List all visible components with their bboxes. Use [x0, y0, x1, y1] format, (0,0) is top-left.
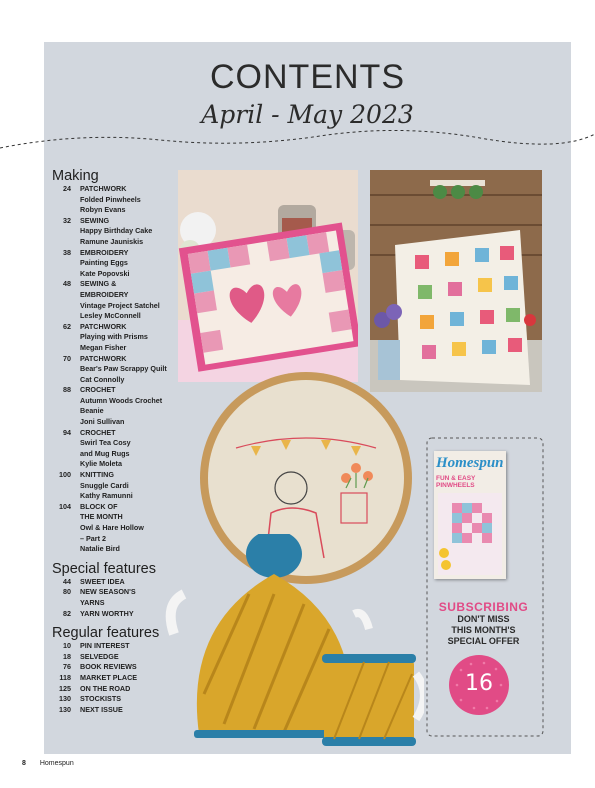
- toc-entry[interactable]: [52, 652, 182, 663]
- subscribe-heading: SUBSCRIBING: [438, 600, 529, 614]
- toc-page-number: 10: [63, 641, 71, 651]
- magazine-tagline: FUN & EASY PINWHEELS: [436, 475, 476, 489]
- toc-entry-line: Ramune Jauniskis: [80, 236, 144, 246]
- toc-entry[interactable]: [52, 184, 182, 216]
- toc-entry[interactable]: [52, 705, 182, 716]
- toc-entry-line: Cat Connolly: [80, 374, 125, 384]
- toc-entry-line: Robyn Evans: [80, 205, 126, 215]
- toc-entry[interactable]: [52, 684, 182, 695]
- toc-entry-line: Joni Sullivan: [80, 417, 125, 427]
- subscribe-page-number: 16: [465, 671, 493, 696]
- toc-page-number: 94: [63, 427, 71, 437]
- toc-entry-line: – Part 2: [80, 533, 106, 543]
- toc-category: SELVEDGE: [80, 651, 119, 661]
- toc-page-number: 18: [63, 651, 71, 661]
- toc-entry-line: Bear's Paw Scrappy Quilt: [80, 364, 167, 374]
- toc-category: SEWING: [80, 215, 110, 225]
- toc-category: BOOK REVIEWS: [80, 662, 137, 672]
- toc-category: MARKET PLACE: [80, 672, 138, 682]
- magazine-cover[interactable]: [434, 451, 506, 579]
- toc-page-number: 130: [59, 694, 71, 704]
- toc-entry-line: Lesley McConnell: [80, 311, 141, 321]
- toc-page-number: 24: [63, 184, 71, 193]
- toc-category: STOCKISTS: [80, 694, 122, 704]
- toc-entry-line: Kylie Moleta: [80, 459, 122, 469]
- toc-page-number: 44: [63, 576, 71, 586]
- toc-page-number: 62: [63, 321, 71, 331]
- toc-page-number: 104: [59, 501, 71, 511]
- toc-page-number: 100: [59, 470, 71, 480]
- magazine-cover-art: [438, 493, 502, 575]
- toc-category: YARN WORTHY: [80, 608, 134, 618]
- subscribe-line-2: THIS MONTH'S: [451, 625, 516, 635]
- section-title: Making: [52, 168, 99, 184]
- toc-entry-line: Snuggle Cardi: [80, 480, 129, 490]
- toc-page-number: 82: [63, 608, 71, 618]
- section-title: Special features: [52, 560, 156, 577]
- toc-entry[interactable]: [52, 470, 182, 502]
- toc-entry-line: Megan Fisher: [80, 342, 127, 352]
- quilt-chair-photo: [370, 170, 542, 392]
- toc-page-number: 32: [63, 215, 71, 225]
- subscribe-page-badge[interactable]: [449, 655, 509, 715]
- toc-category: NEW SEASON'S: [80, 587, 136, 597]
- footer-magazine-name: Homespun: [39, 760, 74, 767]
- toc-page-number: 76: [63, 662, 71, 672]
- toc-category: PIN INTEREST: [80, 641, 130, 651]
- footer-page-number: 8: [22, 760, 26, 767]
- toc-entry[interactable]: [52, 577, 182, 588]
- toc-entry[interactable]: [52, 385, 182, 427]
- toc-entry[interactable]: [52, 502, 182, 555]
- toc-entry[interactable]: [52, 248, 182, 280]
- toc-entry[interactable]: [52, 673, 182, 684]
- toc-entry[interactable]: [52, 428, 182, 470]
- toc-entry-line: Vintage Project Satchel: [80, 300, 160, 310]
- toc-page-number: 125: [59, 683, 71, 693]
- toc-entry[interactable]: [52, 662, 182, 673]
- toc-entry-line: Autumn Woods Crochet: [80, 395, 163, 405]
- toc-entry[interactable]: [52, 354, 182, 386]
- toc-entry-line: Playing with Prisms: [80, 332, 148, 342]
- tea-cosy-photo: [164, 534, 424, 748]
- toc-entry-line: Natalie Bird: [80, 544, 120, 554]
- toc-category: PATCHWORK: [80, 321, 127, 331]
- issue-date: April - May 2023: [201, 100, 414, 129]
- toc-category: CROCHET: [80, 385, 116, 395]
- toc-entry[interactable]: [52, 694, 182, 705]
- toc-page-number: 70: [63, 353, 71, 363]
- toc-category: KNITTING: [80, 470, 114, 480]
- toc-entry-line: Swirl Tea Cosy: [80, 438, 131, 448]
- toc-page-number: 130: [59, 704, 71, 714]
- toc-entry[interactable]: [52, 641, 182, 652]
- toc-entry-line: EMBROIDERY: [80, 289, 129, 299]
- toc-entry-line: YARNS: [80, 597, 105, 607]
- table-of-contents: [52, 168, 182, 715]
- quilted-bag-photo: [178, 170, 358, 382]
- toc-entry[interactable]: [52, 609, 182, 620]
- toc-page-number: 88: [63, 385, 71, 395]
- toc-category: EMBROIDERY: [80, 247, 129, 257]
- subscribe-line-3: SPECIAL OFFER: [447, 636, 520, 646]
- toc-page-number: 118: [59, 672, 71, 682]
- toc-category: NEXT ISSUE: [80, 704, 123, 714]
- toc-entry[interactable]: [52, 216, 182, 248]
- toc-category: CROCHET: [80, 427, 116, 437]
- toc-entry-line: Beanie: [80, 406, 104, 416]
- page-title: CONTENTS: [210, 58, 405, 96]
- section-title: Regular features: [52, 625, 160, 642]
- toc-entry[interactable]: [52, 322, 182, 354]
- toc-entry-line: Happy Birthday Cake: [80, 226, 153, 236]
- toc-entry[interactable]: [52, 587, 182, 608]
- toc-entry-line: Kate Popovski: [80, 268, 130, 278]
- subscribe-line-1: DON'T MISS: [457, 614, 510, 624]
- toc-entry-line: Owl & Hare Hollow: [80, 523, 144, 532]
- toc-category: SWEET IDEA: [80, 576, 125, 586]
- toc-page-number: 48: [63, 279, 71, 289]
- toc-entry-line: Painting Eggs: [80, 258, 128, 268]
- toc-entry-line: THE MONTH: [80, 512, 123, 522]
- page-footer: [22, 760, 74, 767]
- toc-category: PATCHWORK: [80, 353, 127, 363]
- toc-category: SEWING &: [80, 279, 117, 289]
- toc-entry-line: and Mug Rugs: [80, 448, 130, 458]
- toc-page-number: 38: [63, 247, 71, 257]
- magazine-logo: Homespun: [436, 455, 504, 471]
- toc-entry-line: Folded Pinwheels: [80, 194, 141, 204]
- toc-entry-line: Kathy Ramunni: [80, 491, 133, 501]
- toc-category: BLOCK OF: [80, 501, 118, 511]
- toc-category: PATCHWORK: [80, 184, 127, 193]
- toc-page-number: 80: [63, 587, 71, 597]
- toc-category: ON THE ROAD: [80, 683, 131, 693]
- toc-entry[interactable]: [52, 279, 182, 321]
